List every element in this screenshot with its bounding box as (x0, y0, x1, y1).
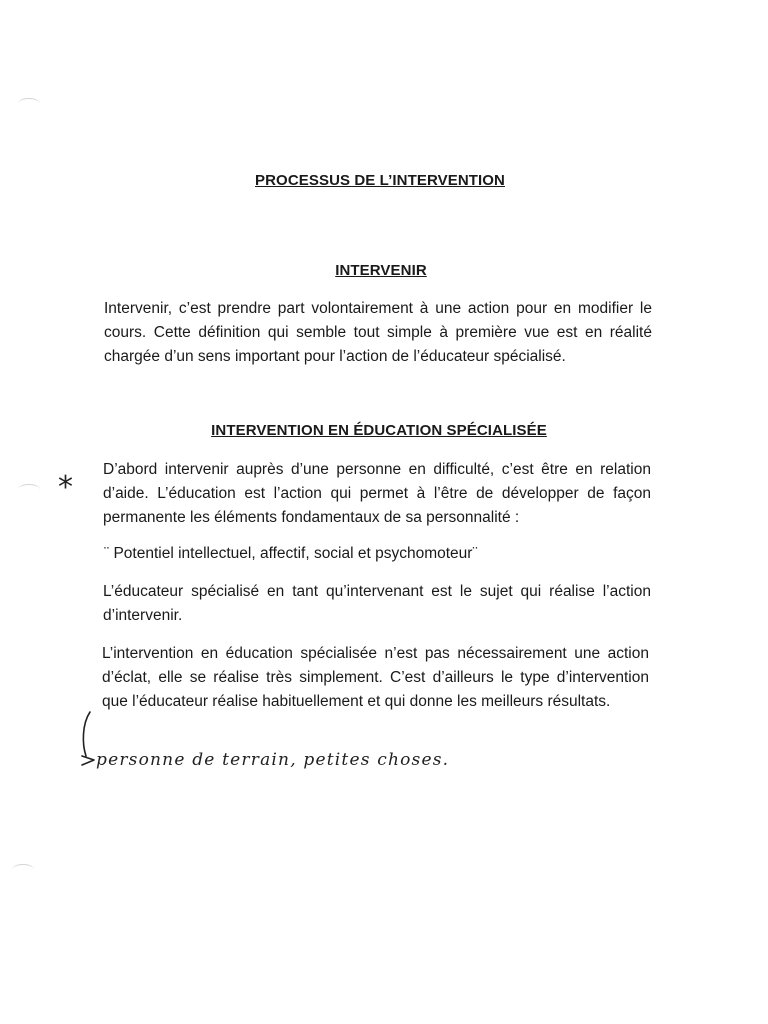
punch-hole-mark (18, 98, 40, 109)
list-potentiel: ¨ Potentiel intellectuel, affectif, social et psychomoteur¨ (104, 545, 478, 562)
handwritten-note: personne de terrain, petites choses. (96, 750, 450, 770)
punch-hole-mark (18, 484, 40, 495)
handwritten-asterisk-mark: * (58, 470, 73, 505)
paragraph-educateur-sujet: L’éducateur spécialisé en tant qu’intervenant est le sujet qui réalise l’action d’intervenir. (103, 583, 651, 624)
paragraph-relation-aide: D’abord intervenir auprès d’une personne en difficulté, c’est être en relation d’aide. L’éducation est l’action qui permet à l’être de développer de façon permanente les éléments fondamentaux de sa personnalité : (103, 461, 651, 526)
document-title: PROCESSUS DE L’INTERVENTION (255, 172, 505, 189)
paragraph-intervention-simple: L’intervention en éducation spécialisée n’est pas nécessairement une action d’éclat, elle se réalise très simplement. C’est d’ailleurs le type d’intervention que l’éducateur réalise habituellement et qui donne les meilleurs résultats. (102, 645, 649, 710)
section-heading-intervenir: INTERVENIR (335, 262, 427, 279)
section-heading-intervention-education: INTERVENTION EN ÉDUCATION SPÉCIALISÉE (211, 422, 547, 439)
paragraph-definition: Intervenir, c’est prendre part volontairement à une action pour en modifier le cours. Cette définition qui semble tout simple à première vue est en réalité chargée d’un sens important pour l’action de l’éducateur spécialisé. (104, 300, 652, 365)
punch-hole-mark (12, 864, 34, 875)
